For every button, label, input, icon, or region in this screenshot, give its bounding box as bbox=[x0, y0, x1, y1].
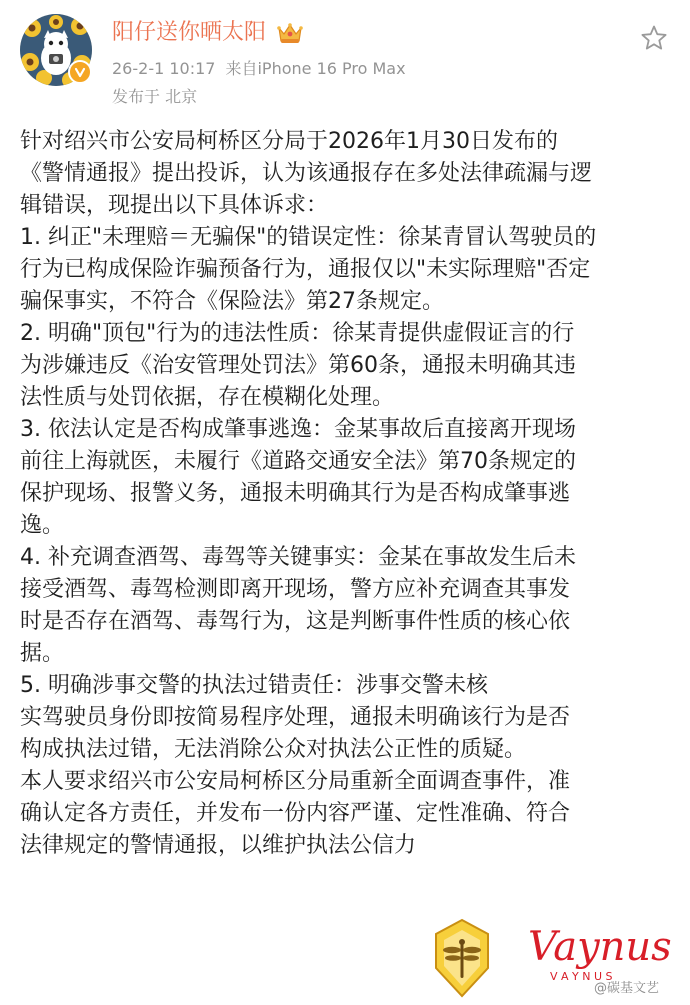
content-line: 4. 补充调查酒驾、毒驾等关键事实：金某在事故发生后未 bbox=[20, 545, 576, 570]
content-line: 时是否存在酒驾、毒驾行为，这是判断事件性质的核心依 bbox=[20, 609, 571, 634]
post-header bbox=[0, 0, 690, 120]
username[interactable]: 阳仔送你晒太阳 bbox=[112, 20, 267, 45]
content-line: 辑错误，现提出以下具体诉求： bbox=[20, 193, 329, 218]
content-line: 逸。 bbox=[20, 513, 65, 538]
content-line: 5. 明确涉事交警的执法过错责任：涉事交警未核 bbox=[20, 673, 488, 698]
content-line: 2. 明确"顶包"行为的违法性质：徐某青提供虚假证言的行 bbox=[20, 321, 575, 346]
watermark-brand: Vaynus bbox=[528, 924, 672, 970]
content-line: 法律规定的警情通报，以维护执法公信力 bbox=[20, 833, 417, 858]
post-source: 来自iPhone 16 Pro Max bbox=[225, 59, 406, 78]
content-line: 构成执法过错，无法消除公众对执法公正性的质疑。 bbox=[20, 737, 527, 762]
crown-icon[interactable] bbox=[276, 20, 304, 46]
content-line: 本人要求绍兴市公安局柯桥区分局重新全面调查事件，准 bbox=[20, 769, 571, 794]
content-line: 为涉嫌违反《治安管理处罚法》第60条，通报未明确其违 bbox=[20, 353, 576, 378]
watermark bbox=[428, 912, 690, 1001]
content-line: 法性质与处罚依据，存在模糊化处理。 bbox=[20, 385, 395, 410]
post-location: 发布于 北京 bbox=[112, 87, 198, 106]
content-line: 骗保事实，不符合《保险法》第27条规定。 bbox=[20, 289, 444, 314]
content-line: 3. 依法认定是否构成肇事逃逸：金某事故后直接离开现场 bbox=[20, 417, 576, 442]
content-line: 1. 纠正"未理赔＝无骗保"的错误定性：徐某青冒认驾驶员的 bbox=[20, 225, 597, 250]
content-line: 确认定各方责任，并发布一份内容严谨、定性准确、符合 bbox=[20, 801, 571, 826]
content-line: 针对绍兴市公安局柯桥区分局于2026年1月30日发布的 bbox=[20, 129, 558, 154]
watermark-sub: V A Y N U S bbox=[550, 970, 613, 983]
content-line: 行为已构成保险诈骗预备行为，通报仅以"未实际理赔"否定 bbox=[20, 257, 591, 282]
post-meta bbox=[112, 58, 406, 80]
content-line: 实驾驶员身份即按简易程序处理，通报未明确该行为是否 bbox=[20, 705, 571, 730]
content-line: 《警情通报》提出投诉，认为该通报存在多处法律疏漏与逻 bbox=[20, 161, 593, 186]
dragonfly-logo-icon bbox=[436, 920, 488, 996]
content-line: 保护现场、报警义务，通报未明确其行为是否构成肇事逃 bbox=[20, 481, 571, 506]
content-line: 据。 bbox=[20, 641, 65, 666]
content-line: 接受酒驾、毒驾检测即离开现场，警方应补充调查其事发 bbox=[20, 577, 571, 602]
content-line: 前往上海就医，未履行《道路交通安全法》第70条规定的 bbox=[20, 449, 576, 474]
verified-badge-icon bbox=[68, 60, 92, 84]
post-content bbox=[20, 126, 672, 862]
star-icon[interactable] bbox=[640, 24, 668, 52]
watermark-handle: @碳基文艺 bbox=[594, 981, 660, 996]
post-timestamp: 26-2-1 10:17 bbox=[112, 59, 216, 78]
